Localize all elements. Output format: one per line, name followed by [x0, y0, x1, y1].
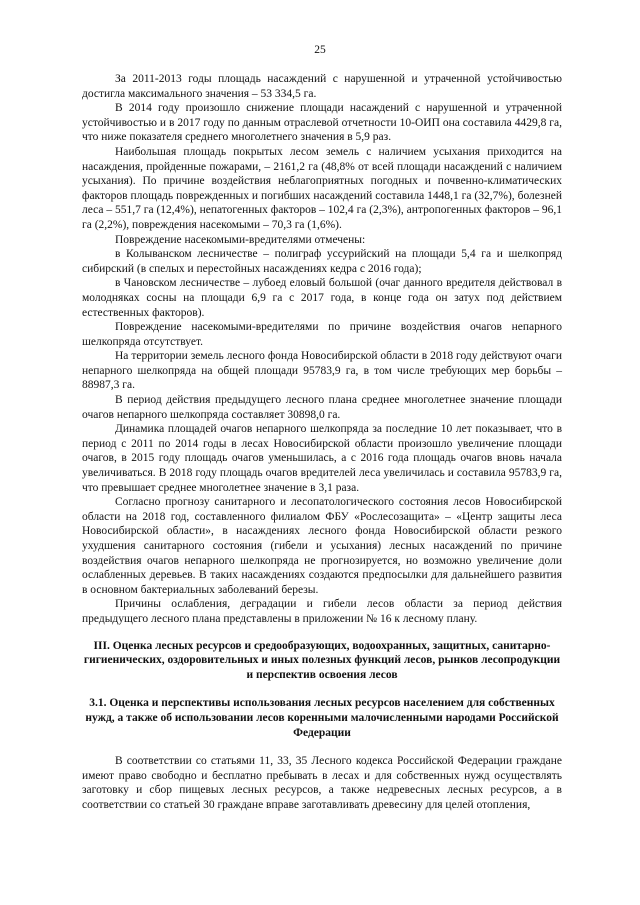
paragraph: Наибольшая площадь покрытых лесом земель с наличием усыхания приходится на насаждения, пройденные пожарами, – 2161,2 га (48,8% от всей площади насаждений с наличием усыхания). По причине воздействия неблагоприятных погодных и почвенно-климатических факторов площадь поврежденных и погибших насаждений составила 1448,1 га (32,7%), болезней леса – 551,7 га (12,4%), непатогенных факторов – 102,4 га (2,3%), антропогенных факторов – 96,1 га (2,2%), повреждения насекомыми – 70,3 га (1,6%). [82, 145, 562, 231]
section-heading: III. Оценка лесных ресурсов и средообразующих, водоохранных, защитных, санитарно-гигиенических, оздоровительных и иных полезных функций лесов, рынков лесопродукции и перспектив освоения лесов [83, 639, 561, 681]
page-number: 25 [314, 44, 326, 56]
paragraph: в Колыванском лесничестве – полиграф уссурийский на площади 5,4 га и шелкопряд сибирский (в спелых и перестойных насаждениях кедра с 2016 года); [82, 248, 562, 275]
paragraph: Согласно прогнозу санитарного и лесопатологического состояния лесов Новосибирской области на 2018 год, составленного филиалом ФБУ «Рослесозащита» – «Центр защиты леса Новосибирской области», в насаждениях лесного фонда Новосибирской области резкого ухудшения санитарного состояния (гибели и усыхания) лесных насаждений по причине воздействия очагов непарного шелкопряда не прогнозируется, но возможно увеличение доли ослабленных деревьев. В таких насаждениях создаются предпосылки для дальнейшего развития в основном бактериальных заболеваний березы. [82, 496, 562, 596]
subsection-heading: 3.1. Оценка и перспективы использования лесных ресурсов населением для собственных нужд, а также об использовании лесов коренными малочисленными народами Российской Федерации [85, 697, 559, 739]
paragraph: В период действия предыдущего лесного плана среднее многолетнее значение площади очагов непарного шелкопряда составляет 30898,0 га. [82, 394, 562, 421]
paragraph: За 2011-2013 годы площадь насаждений с нарушенной и утраченной устойчивостью достигла максимального значения – 53 334,5 га. [82, 73, 562, 100]
paragraph: В соответствии со статьями 11, 33, 35 Лесного кодекса Российской Федерации граждане имеют право свободно и бесплатно пребывать в лесах и для собственных нужд осуществлять заготовку и сбор пищевых лесных ресурсов, а также недревесных лесных ресурсов, а в соответствии со статьей 30 граждане вправе заготавливать древесину для целей отопления, [82, 755, 562, 811]
paragraph: Повреждение насекомыми-вредителями по причине воздействия очагов непарного шелкопряда отсутствует. [82, 321, 562, 348]
paragraph: Повреждение насекомыми-вредителями отмечены: [115, 233, 366, 246]
paragraph: На территории земель лесного фонда Новосибирской области в 2018 году действуют очаги непарного шелкопряда на общей площади 95783,9 га, в том числе требующих мер борьбы – 88987,3 га. [82, 350, 562, 392]
paragraph: В 2014 году произошло снижение площади насаждений с нарушенной и утраченной устойчивостью и в 2017 году по данным отраслевой отчетности 10-ОИП она составила 4429,8 га, что ниже показателя среднего многолетнего значения в 5,9 раз. [82, 102, 562, 144]
paragraph: в Чановском лесничестве – лубоед еловый большой (очаг данного вредителя действовал в молодняках сосны на площади 6,9 га с 2017 года, в конце года он затух под действием естественных факторов). [82, 277, 562, 319]
paragraph: Динамика площадей очагов непарного шелкопряда за последние 10 лет показывает, что в период с 2011 по 2014 годы в лесах Новосибирской области произошло увеличение площади очагов, в 2015 году площадь очагов уменьшилась, а с 2016 года площадь очагов вновь начала увеличиваться. В 2018 году площадь очагов вредителей леса увеличилась и составила 95783,9 га, что превышает среднее многолетнее значение в 3,1 раза. [82, 423, 562, 494]
document-body [82, 72, 562, 813]
paragraph: Причины ослабления, деградации и гибели лесов области за период действия предыдущего лесного плана представлены в приложении № 16 к лесному плану. [82, 598, 562, 625]
